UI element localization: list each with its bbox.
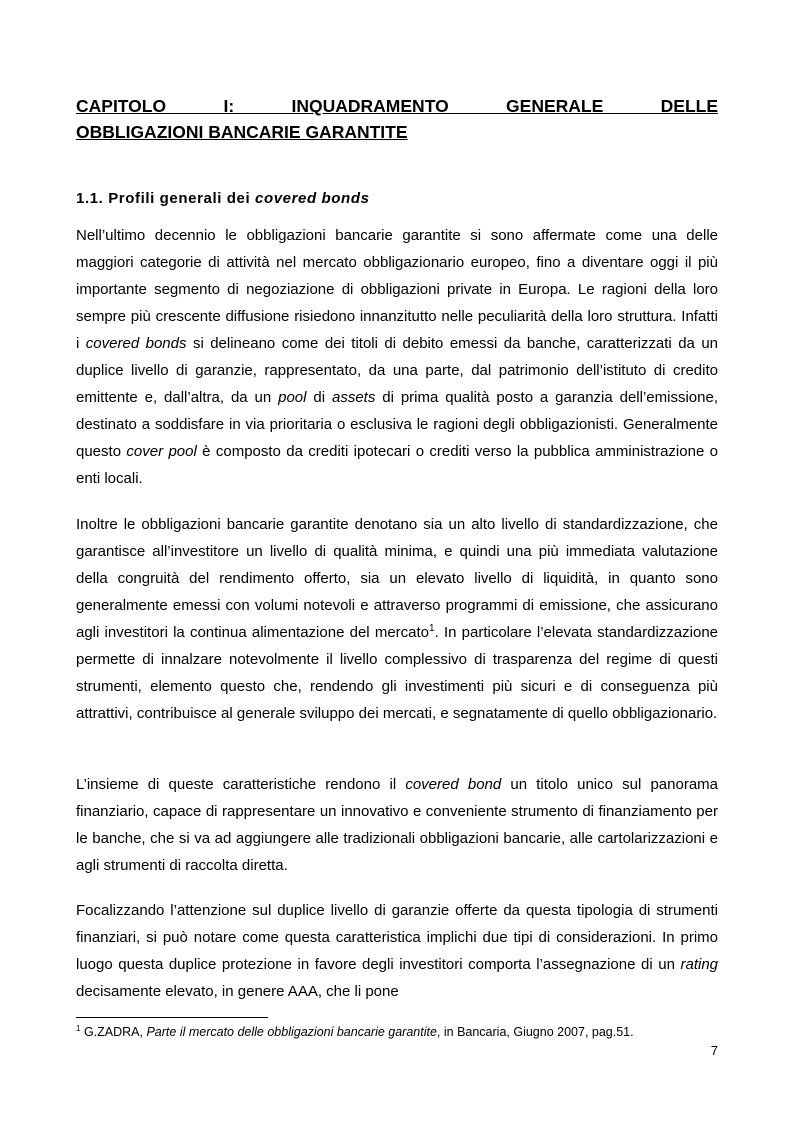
section-number: 1.1. bbox=[76, 190, 104, 207]
p1-text-5: è composto da crediti ipotecari o crediti verso la pubblica amministrazione o enti locali. bbox=[76, 443, 718, 487]
footnote-mark: 1 bbox=[76, 1023, 81, 1033]
paragraph-1 bbox=[76, 222, 718, 492]
paragraph-3 bbox=[76, 771, 718, 879]
footnote-source: , in Bancaria, Giugno 2007, pag.51. bbox=[436, 1025, 634, 1039]
chapter-title-line-2: OBBLIGAZIONI BANCARIE GARANTITE bbox=[76, 122, 408, 142]
footnote-reference[interactable]: 1 bbox=[429, 623, 435, 634]
paragraph-4 bbox=[76, 897, 718, 1005]
p4-text-2: decisamente elevato, in genere AAA, che li pone bbox=[76, 983, 399, 1000]
p3-text-1: L’insieme di queste caratteristiche rendono il bbox=[76, 776, 397, 793]
footnote-author: G.ZADRA, bbox=[83, 1025, 143, 1039]
p3-text-2: un titolo unico sul panorama finanziario, capace di rappresentare un innovativo e conveniente strumento di finanziamento per le banche, che si va ad aggiungere alle tradizionali obbligazioni bancarie, alle cartolarizzazioni e agli strumenti di raccolta diretta. bbox=[76, 776, 719, 874]
section-title: Profili generali dei bbox=[108, 190, 251, 207]
footnote-title: Parte il mercato delle obbligazioni bancarie garantite bbox=[146, 1025, 437, 1039]
p1-text-3: di bbox=[313, 389, 326, 406]
document-page bbox=[76, 0, 718, 1123]
chapter-title bbox=[76, 93, 718, 145]
p1-italic-1: covered bonds bbox=[85, 335, 187, 352]
p1-italic-4: cover pool bbox=[126, 443, 197, 460]
p3-italic-1: covered bond bbox=[405, 776, 502, 793]
p2-text-1: Inoltre le obbligazioni bancarie garantite denotano sia un alto livello di standardizzazione, che garantisce all’investitore un livello di qualità minima, e quindi una più immediata valutazione della congruità del rendimento offerto, sia un elevato livello di liquidità, in quanto sono generalmente emessi con volumi notevoli e attraverso programmi di emissione, che assicurano agli investitori la continua alimentazione del mercato bbox=[76, 516, 718, 641]
p1-text-4: di prima qualità posto a garanzia dell’emissione, destinato a soddisfare in via prioritaria o esclusiva le ragioni degli obbligazionisti. Generalmente questo bbox=[76, 389, 718, 460]
page-number: 7 bbox=[710, 1043, 718, 1058]
p1-text-2: si delineano come dei titoli di debito emessi da banche, caratterizzati da un duplice livello di garanzie, rappresentato, da una parte, dal patrimonio dell’istituto di credito emittente e, dall’altra, da un bbox=[76, 335, 719, 406]
p4-text-1: Focalizzando l’attenzione sul duplice livello di garanzie offerte da questa tipologia di strumenti finanziari, si può notare come questa caratteristica implichi due tipi di considerazioni. In primo luogo questa duplice protezione in favore degli investitori comporta l’assegnazione di un bbox=[76, 902, 718, 973]
p1-italic-2: pool bbox=[278, 389, 307, 406]
p2-text-2: . In particolare l’elevata standardizzazione permette di innalzare notevolmente il livello complessivo di trasparenza del regime di questi strumenti, elemento questo che, rendendo gli investimenti più sicuri e di conseguenza più attrattivi, contribuisce al generale sviluppo dei mercati, e segnatamente di quello obbligazionario. bbox=[76, 624, 719, 722]
p4-italic-1: rating bbox=[680, 956, 719, 973]
section-title-italic: covered bonds bbox=[255, 190, 370, 207]
section-heading bbox=[76, 189, 370, 209]
p1-italic-3: assets bbox=[331, 389, 376, 406]
chapter-title-line-1: CAPITOLO I: INQUADRAMENTO GENERALE DELLE bbox=[76, 96, 718, 116]
footnote bbox=[76, 1024, 634, 1040]
footnote-divider bbox=[76, 1017, 268, 1018]
paragraph-2 bbox=[76, 511, 718, 727]
p1-text-1: Nell’ultimo decennio le obbligazioni bancarie garantite si sono affermate come una delle maggiori categorie di attività nel mercato obbligazionario europeo, fino a diventare oggi il più importante segmento di negoziazione di obbligazioni private in Europa. Le ragioni della loro sempre più crescente diffusione risiedono innanzitutto nelle peculiarità della loro struttura. Infatti i bbox=[76, 227, 718, 352]
